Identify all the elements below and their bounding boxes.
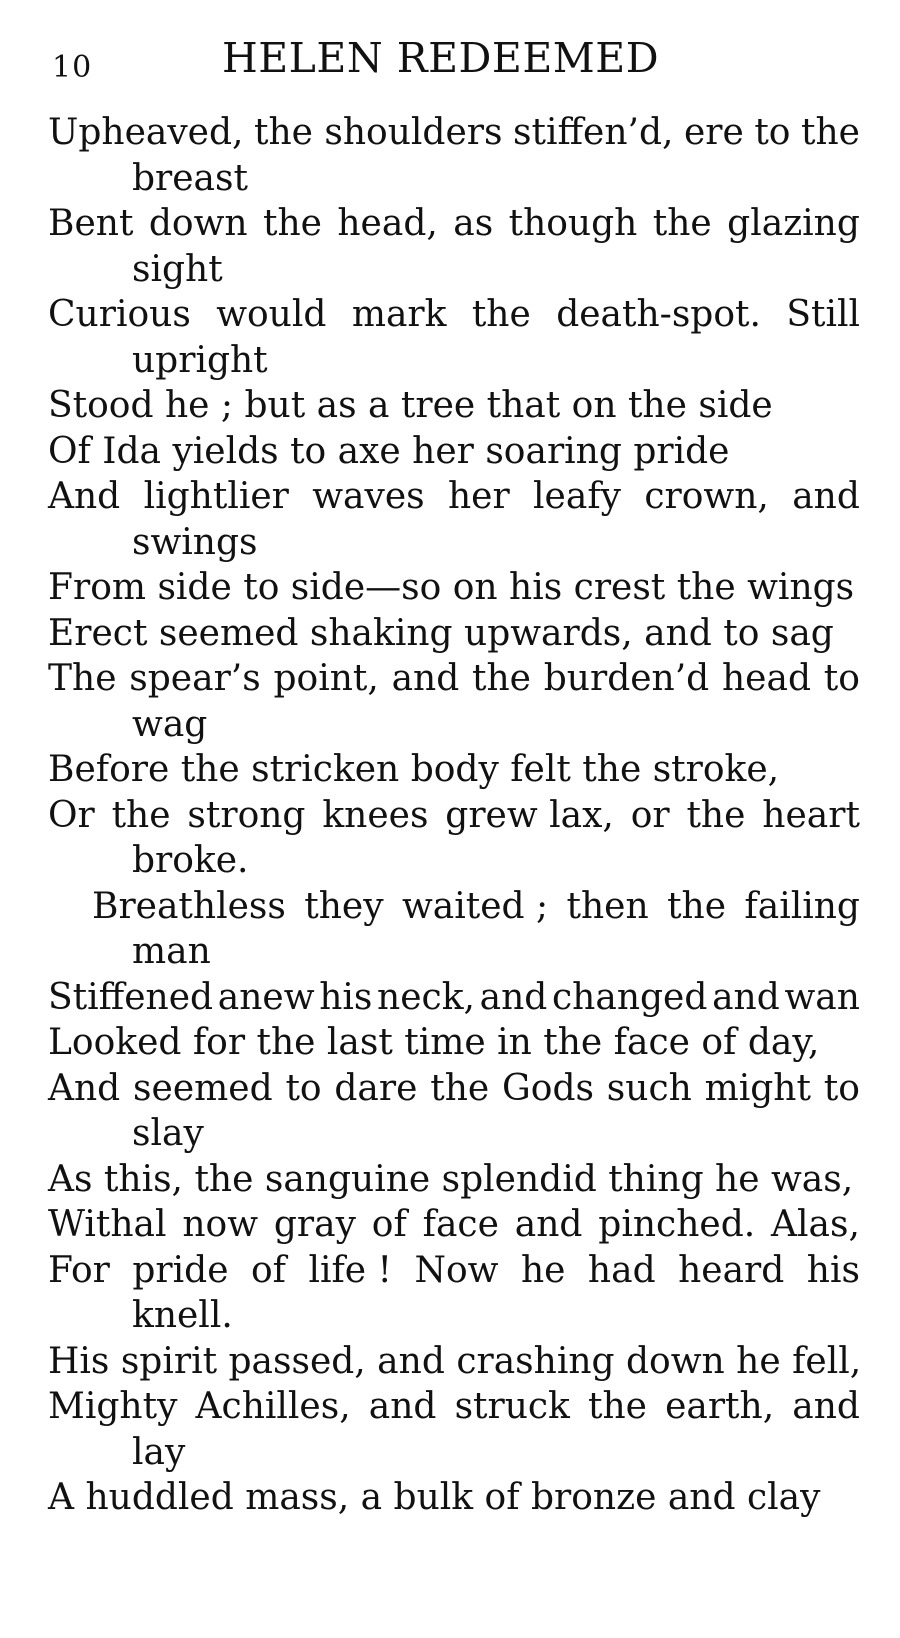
poem-word: Upheaved, (48, 112, 244, 153)
poem-word: his (806, 1249, 860, 1291)
poem-word: gray (273, 1204, 356, 1245)
poem-word: Now (414, 1249, 499, 1291)
poem-line-text: upright (132, 339, 268, 381)
poem-word: Gods (502, 1067, 594, 1109)
poem-word: Mighty (48, 1386, 178, 1427)
poem-word: Curious (48, 294, 191, 335)
poem-word: crown, (644, 476, 769, 517)
poem-word: the shoulders (254, 112, 503, 153)
poem-line-text: knell. (132, 1295, 233, 1336)
poem-word: death-spot. (556, 294, 761, 335)
poem-word: glazing (727, 203, 860, 244)
poem-word: the (111, 794, 171, 836)
poem-word: heart (762, 794, 860, 836)
poem-word: life ! (308, 1249, 393, 1291)
poem-word: struck (454, 1386, 570, 1427)
poem-line-text: From side to side—so on his crest the wings (48, 567, 855, 608)
poem-line (48, 656, 860, 702)
poem-word: to (754, 112, 791, 153)
poem-text (48, 110, 860, 1521)
poem-word: changed (552, 976, 708, 1018)
poem-word: lightlier (143, 476, 289, 517)
poem-line (48, 383, 860, 429)
poem-line (48, 793, 860, 839)
poem-line-text: broke. (132, 840, 249, 881)
poem-line-text: slay (132, 1113, 204, 1154)
poem-turnover-line (48, 838, 860, 884)
poem-word: dare (334, 1067, 418, 1109)
poem-word: burden’d (543, 658, 710, 699)
poem-word: and (479, 976, 548, 1018)
poem-word: he (520, 1249, 566, 1291)
poem-word: the (430, 1067, 490, 1109)
poem-line (48, 884, 860, 930)
poem-line-text: Stood he ; but as a tree that on the side (48, 385, 773, 426)
poem-line (48, 1157, 860, 1203)
poem-word: though (508, 203, 638, 244)
running-head (0, 28, 900, 88)
poem-word: might (704, 1067, 811, 1109)
poem-line-text: Of Ida yields to axe her soaring pride (48, 430, 730, 472)
poem-word: Breathless (92, 885, 286, 927)
poem-line-text: Erect seemed shaking upwards, and to sag (48, 612, 834, 654)
poem-turnover-line (48, 156, 860, 202)
poem-turnover-line (48, 520, 860, 566)
poem-word: to (285, 1067, 322, 1109)
poem-word: heard (678, 1249, 785, 1291)
poem-word: And (48, 1067, 121, 1109)
poem-word: And (48, 476, 121, 517)
poem-line (48, 747, 860, 793)
poem-word: Withal (48, 1204, 167, 1245)
poem-word: mark (351, 294, 447, 335)
poem-word: earth, (665, 1386, 775, 1427)
poem-word: Or (48, 794, 95, 836)
poem-word: his (319, 976, 373, 1018)
poem-line (48, 975, 860, 1021)
poem-word: and (792, 476, 860, 517)
poem-line-text: swings (132, 521, 258, 563)
poem-word: head (722, 658, 811, 699)
poem-word: and (368, 1386, 437, 1427)
running-title: HELEN REDEEMED (222, 34, 660, 82)
poem-word: Achilles, (195, 1386, 351, 1427)
poem-word: to (823, 658, 860, 699)
poem-word: waves (312, 476, 425, 517)
poem-word: and (514, 1204, 583, 1245)
poem-line-text: breast (132, 157, 248, 199)
poem-word: had (587, 1249, 656, 1291)
poem-line-text: Looked for the last time in the face of day, (48, 1022, 820, 1063)
poem-word: as (453, 203, 494, 244)
poem-word: of (371, 1204, 407, 1245)
poem-word: ere (683, 112, 744, 153)
poem-line (48, 292, 860, 338)
poem-line (48, 611, 860, 657)
poem-word: and (391, 658, 460, 699)
poem-line-text: A huddled mass, a bulk of bronze and clay (48, 1477, 821, 1518)
poem-word: stiffen’d, (513, 112, 674, 153)
poem-word: wan (784, 976, 860, 1018)
poem-word: grew lax, (445, 794, 614, 836)
poem-word: her (447, 476, 510, 517)
poem-line-text: man (132, 931, 211, 972)
poem-line (48, 1202, 860, 1248)
poem-line (48, 1020, 860, 1066)
poem-word: or (630, 794, 670, 836)
poem-line (48, 1339, 860, 1385)
poem-line (48, 1475, 860, 1521)
page-number: 10 (52, 50, 93, 85)
poem-word: they (304, 885, 384, 927)
poem-word: point, (273, 658, 379, 699)
poem-word: strong (187, 794, 306, 836)
poem-line (48, 1384, 860, 1430)
poem-turnover-line (48, 1111, 860, 1157)
poem-word: down (148, 203, 248, 244)
poem-word: the (686, 794, 746, 836)
poem-word: such (606, 1067, 692, 1109)
poem-word: spear’s (129, 658, 261, 699)
poem-word: now (182, 1204, 259, 1245)
poem-word: Bent (48, 203, 134, 244)
poem-word: would (216, 294, 327, 335)
poem-line-text: wag (132, 703, 208, 745)
poem-line-text: lay (132, 1431, 186, 1473)
poem-word: The (48, 658, 117, 699)
poem-word: For (48, 1249, 110, 1291)
poem-line-text: Before the stricken body felt the stroke, (48, 749, 780, 790)
poem-word: head, (337, 203, 438, 244)
poem-word: then (566, 885, 649, 927)
poem-word: and (792, 1386, 860, 1427)
poem-line-text: sight (132, 248, 223, 290)
poem-word: waited ; (401, 885, 549, 927)
poem-turnover-line (48, 702, 860, 748)
poem-word: anew (217, 976, 315, 1018)
poem-turnover-line (48, 338, 860, 384)
poem-word: the (471, 294, 531, 335)
poem-word: the (667, 885, 727, 927)
poem-line (48, 474, 860, 520)
poem-line-text: As this, the sanguine splendid thing he was, (48, 1158, 854, 1200)
poem-line-text: His spirit passed, and crashing down he fell, (48, 1340, 862, 1382)
poem-word: seemed (133, 1067, 273, 1109)
poem-word: face (422, 1204, 499, 1245)
poem-word: Stiffened (48, 976, 214, 1018)
poem-word: the (472, 658, 531, 699)
poem-word: of (250, 1249, 286, 1291)
poem-line (48, 201, 860, 247)
poem-turnover-line (48, 1430, 860, 1476)
poem-line (48, 429, 860, 475)
poem-word: the (652, 203, 712, 244)
poem-turnover-line (48, 247, 860, 293)
poem-word: pride (132, 1249, 229, 1291)
poem-word: leafy (533, 476, 621, 517)
poem-turnover-line (48, 1293, 860, 1339)
poem-line (48, 565, 860, 611)
poem-word: the (262, 203, 322, 244)
poem-word: pinched. (598, 1204, 756, 1245)
poem-line (48, 110, 860, 156)
poem-line (48, 1248, 860, 1294)
poem-word: Alas, (771, 1204, 860, 1245)
poem-word: knees (322, 794, 429, 836)
poem-turnover-line (48, 929, 860, 975)
poem-line (48, 1066, 860, 1112)
poem-word: to (823, 1067, 860, 1109)
poem-word: the (801, 112, 860, 153)
poem-word: Still (786, 294, 860, 335)
poem-word: the (587, 1386, 647, 1427)
poem-word: failing (744, 885, 860, 927)
poem-word: neck, (377, 976, 475, 1018)
poem-word: and (712, 976, 780, 1018)
